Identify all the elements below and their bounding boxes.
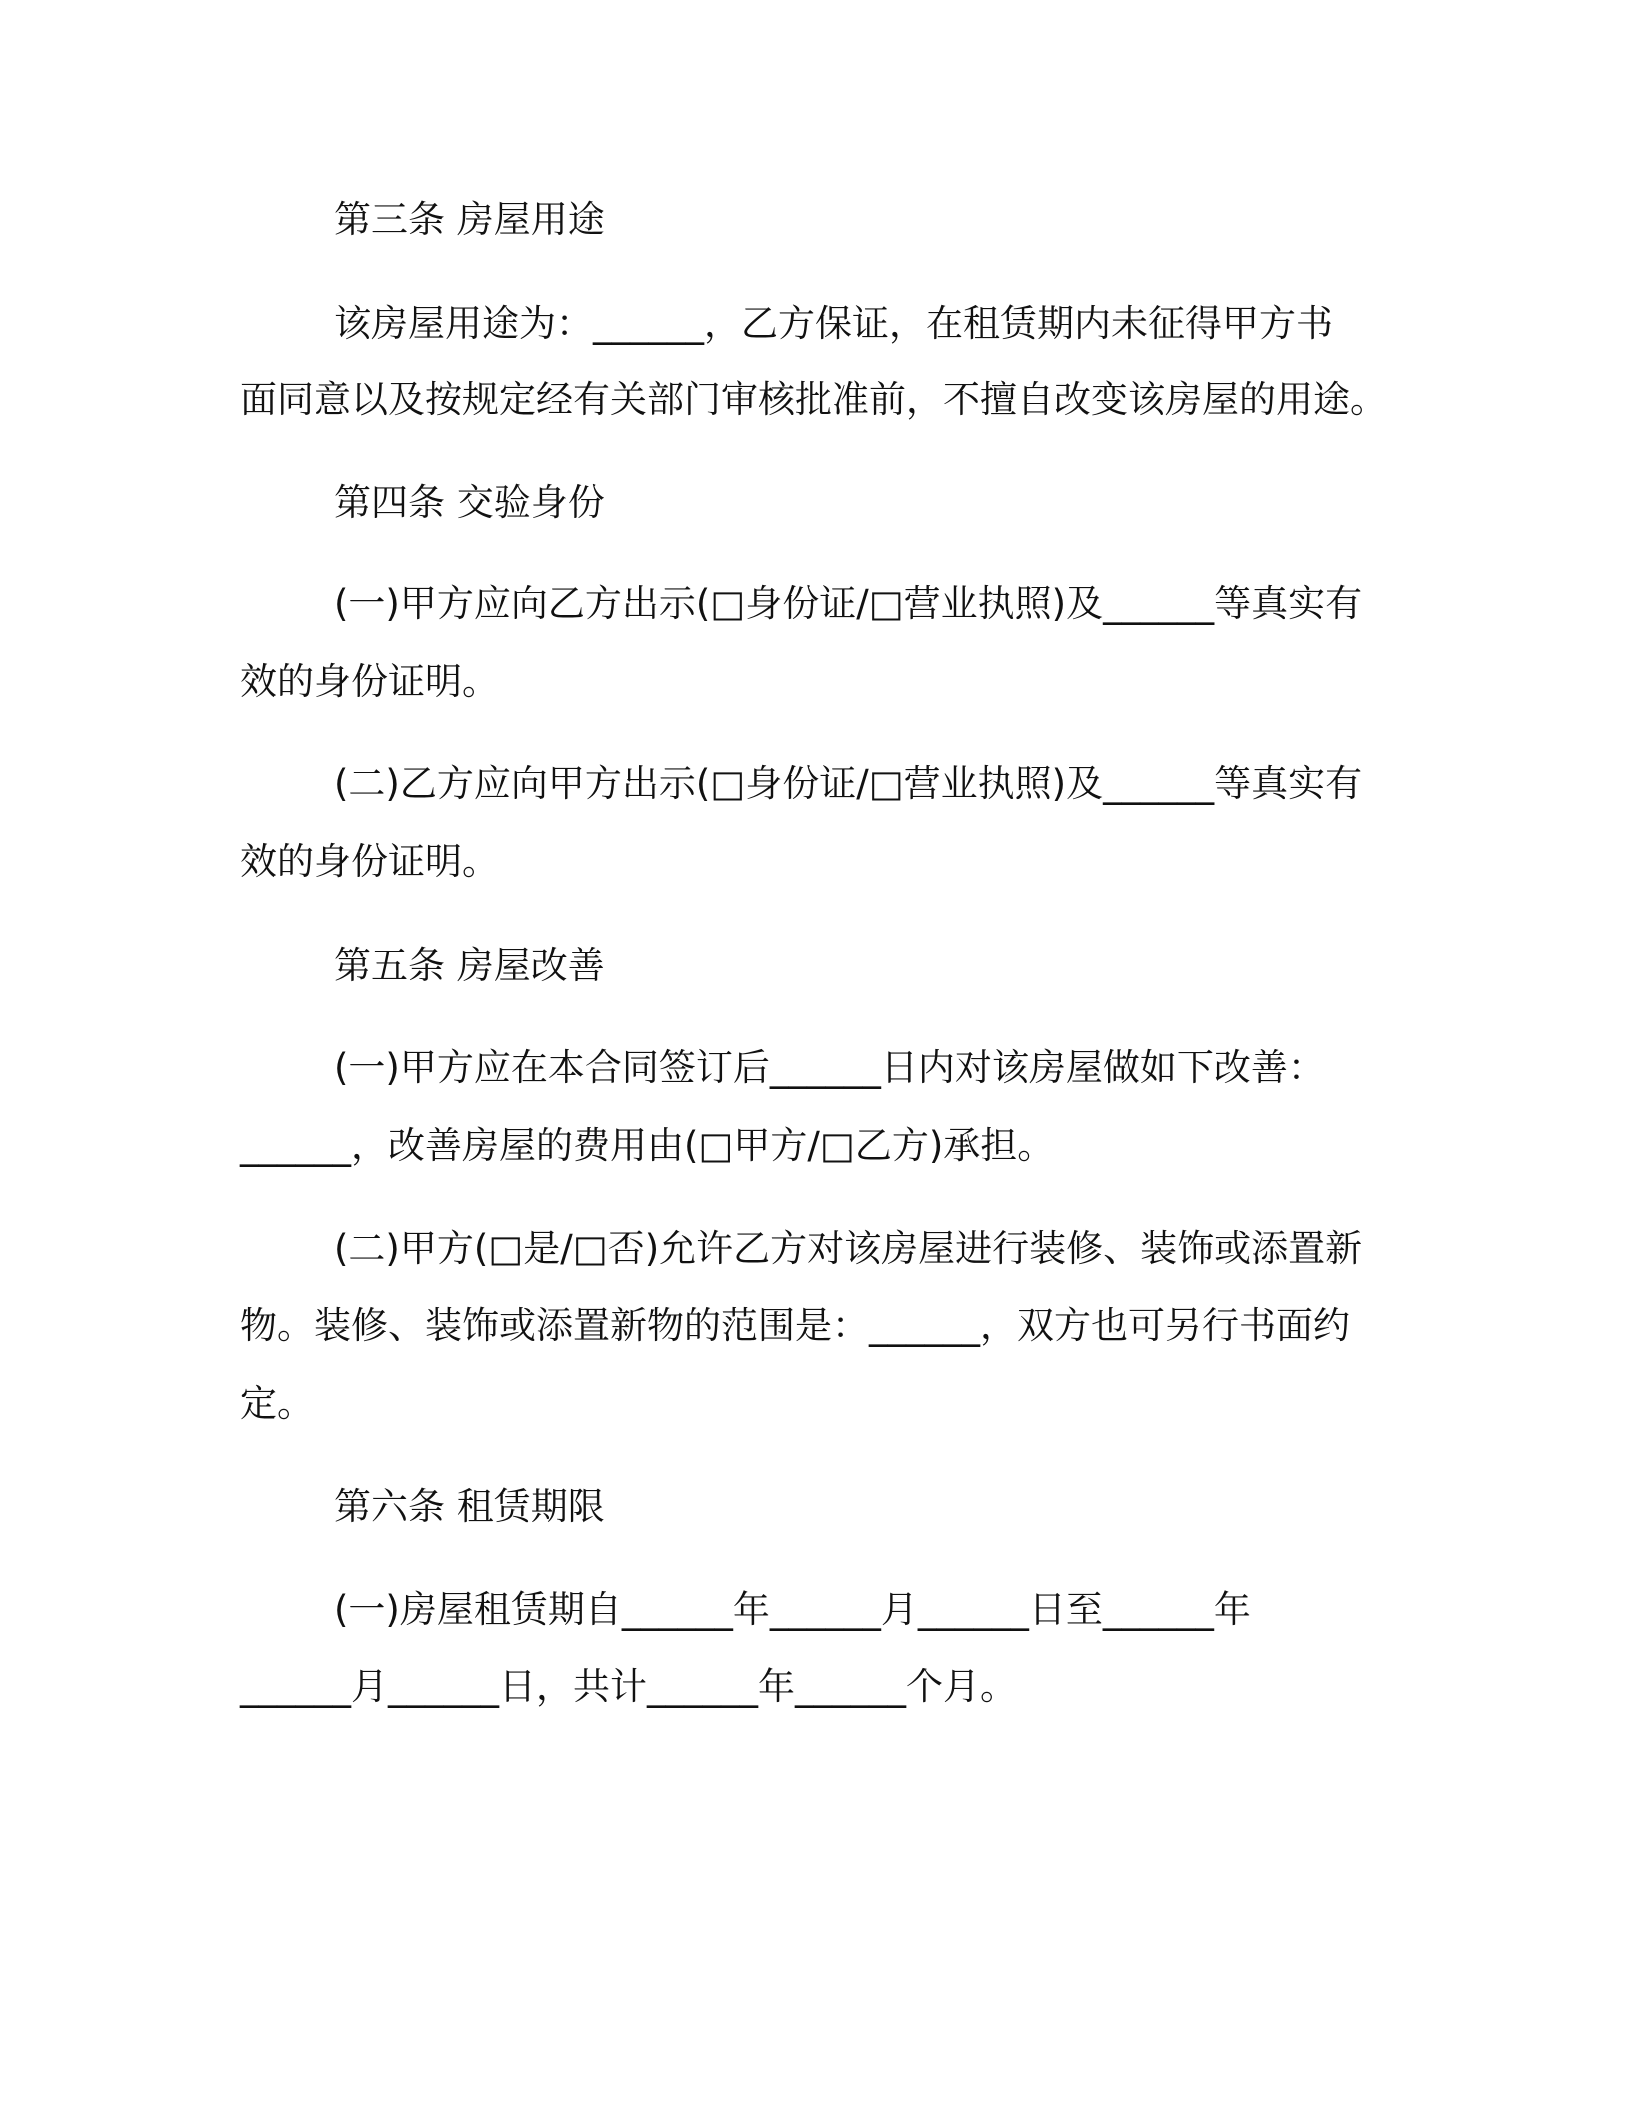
article-5-item-2-line-3: 定。: [240, 1382, 314, 1425]
article-3-paragraph-line-1: 该房屋用途为：______，乙方保证，在租赁期内未征得甲方书: [334, 302, 1333, 345]
article-4-item-1-line-1: (一)甲方应向乙方出示(□身份证/□营业执照)及______等真实有: [334, 582, 1363, 625]
article-6-item-1-line-2: ______月______日，共计______年______个月。: [240, 1665, 1017, 1708]
article-4-item-2-line-1: (二)乙方应向甲方出示(□身份证/□营业执照)及______等真实有: [334, 762, 1363, 805]
article-6-item-1-line-1: (一)房屋租赁期自______年______月______日至______年: [334, 1588, 1251, 1631]
article-4-heading: 第四条 交验身份: [334, 481, 605, 524]
article-4-item-2-line-2: 效的身份证明。: [240, 840, 499, 883]
article-5-item-1-line-2: ______，改善房屋的费用由(□甲方/□乙方)承担。: [240, 1124, 1055, 1167]
article-6-heading: 第六条 租赁期限: [334, 1485, 605, 1528]
article-5-item-2-line-2: 物。装修、装饰或添置新物的范围是：______，双方也可另行书面约: [240, 1304, 1350, 1347]
article-4-item-1-line-2: 效的身份证明。: [240, 660, 499, 703]
article-5-heading: 第五条 房屋改善: [334, 944, 605, 987]
article-3-paragraph-line-2: 面同意以及按规定经有关部门审核批准前，不擅自改变该房屋的用途。: [240, 378, 1387, 421]
article-5-item-1-line-1: (一)甲方应在本合同签订后______日内对该房屋做如下改善：: [334, 1046, 1325, 1089]
article-5-item-2-line-1: (二)甲方(□是/□否)允许乙方对该房屋进行装修、装饰或添置新: [334, 1227, 1363, 1270]
article-3-heading: 第三条 房屋用途: [334, 198, 605, 241]
